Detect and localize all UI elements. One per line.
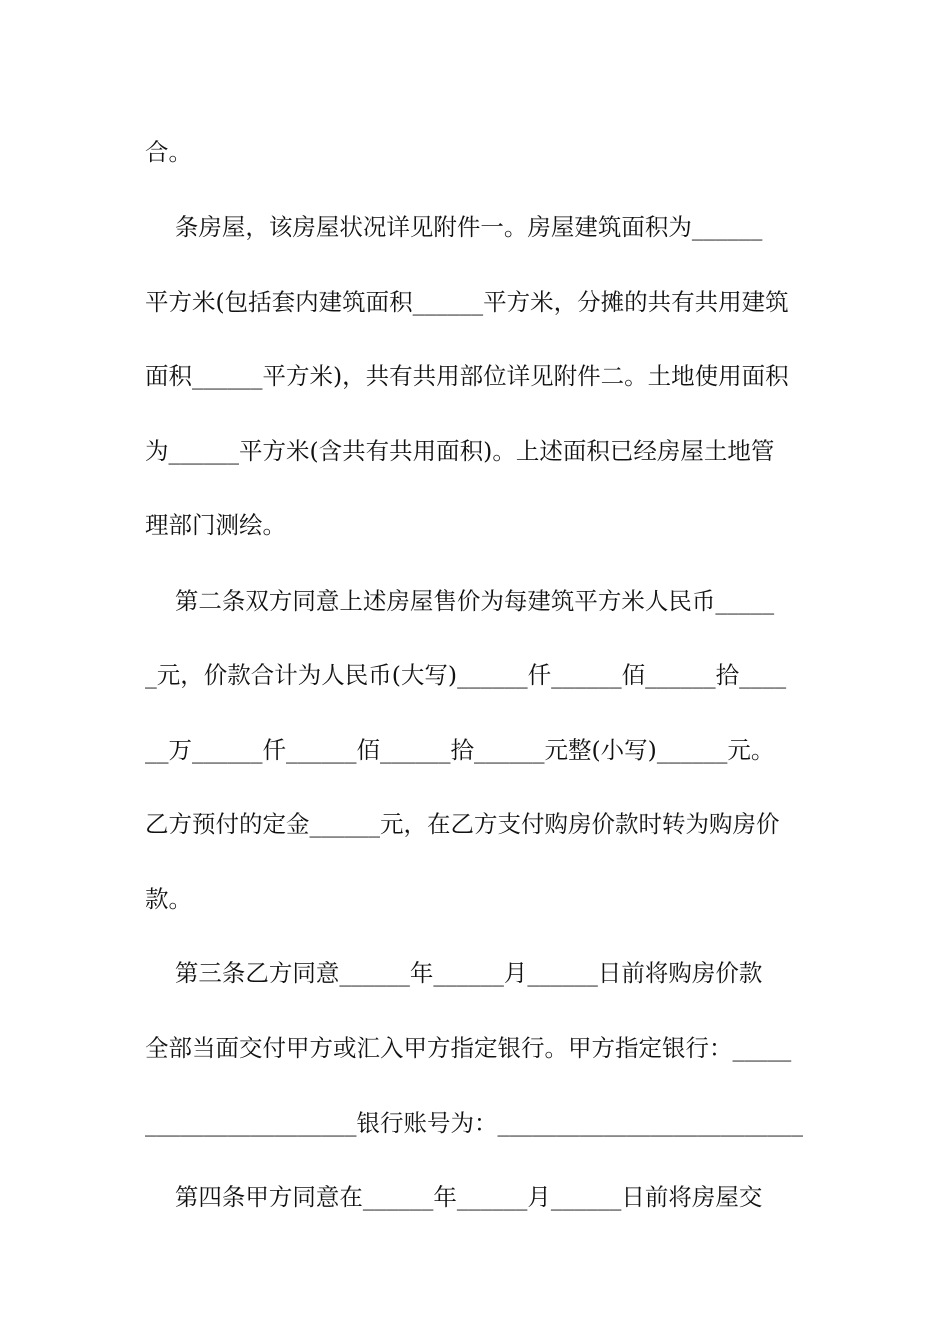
text-line: 第三条乙方同意______年______月______日前将购房价款 bbox=[145, 959, 763, 987]
text-line: __万______仟______佰______拾______元整(小写)______元。 bbox=[145, 736, 775, 764]
text-line: __________________银行账号为：__________________________ bbox=[145, 1109, 803, 1137]
text-line: 款。 bbox=[145, 885, 192, 913]
text-line: 全部当面交付甲方或汇入甲方指定银行。甲方指定银行：_____ bbox=[145, 1034, 792, 1062]
text-line: 为______平方米(含共有共用面积)。上述面积已经房屋土地管 bbox=[145, 437, 775, 465]
text-line: 合。 bbox=[145, 138, 192, 166]
text-line: 乙方预付的定金______元，在乙方支付购房价款时转为购房价 bbox=[145, 810, 780, 838]
text-line: 面积______平方米)，共有共用部位详见附件二。土地使用面积 bbox=[145, 362, 789, 390]
text-line: 理部门测绘。 bbox=[145, 511, 286, 539]
text-line: 平方米(包括套内建筑面积______平方米，分摊的共有共用建筑 bbox=[145, 288, 789, 316]
text-line: 第二条双方同意上述房屋售价为每建筑平方米人民币_____ bbox=[145, 587, 775, 615]
text-line: 条房屋，该房屋状况详见附件一。房屋建筑面积为______ bbox=[145, 213, 763, 241]
text-line: 第四条甲方同意在______年______月______日前将房屋交 bbox=[145, 1183, 763, 1211]
text-line: _元，价款合计为人民币(大写)______仟______佰______拾____ bbox=[145, 661, 787, 689]
